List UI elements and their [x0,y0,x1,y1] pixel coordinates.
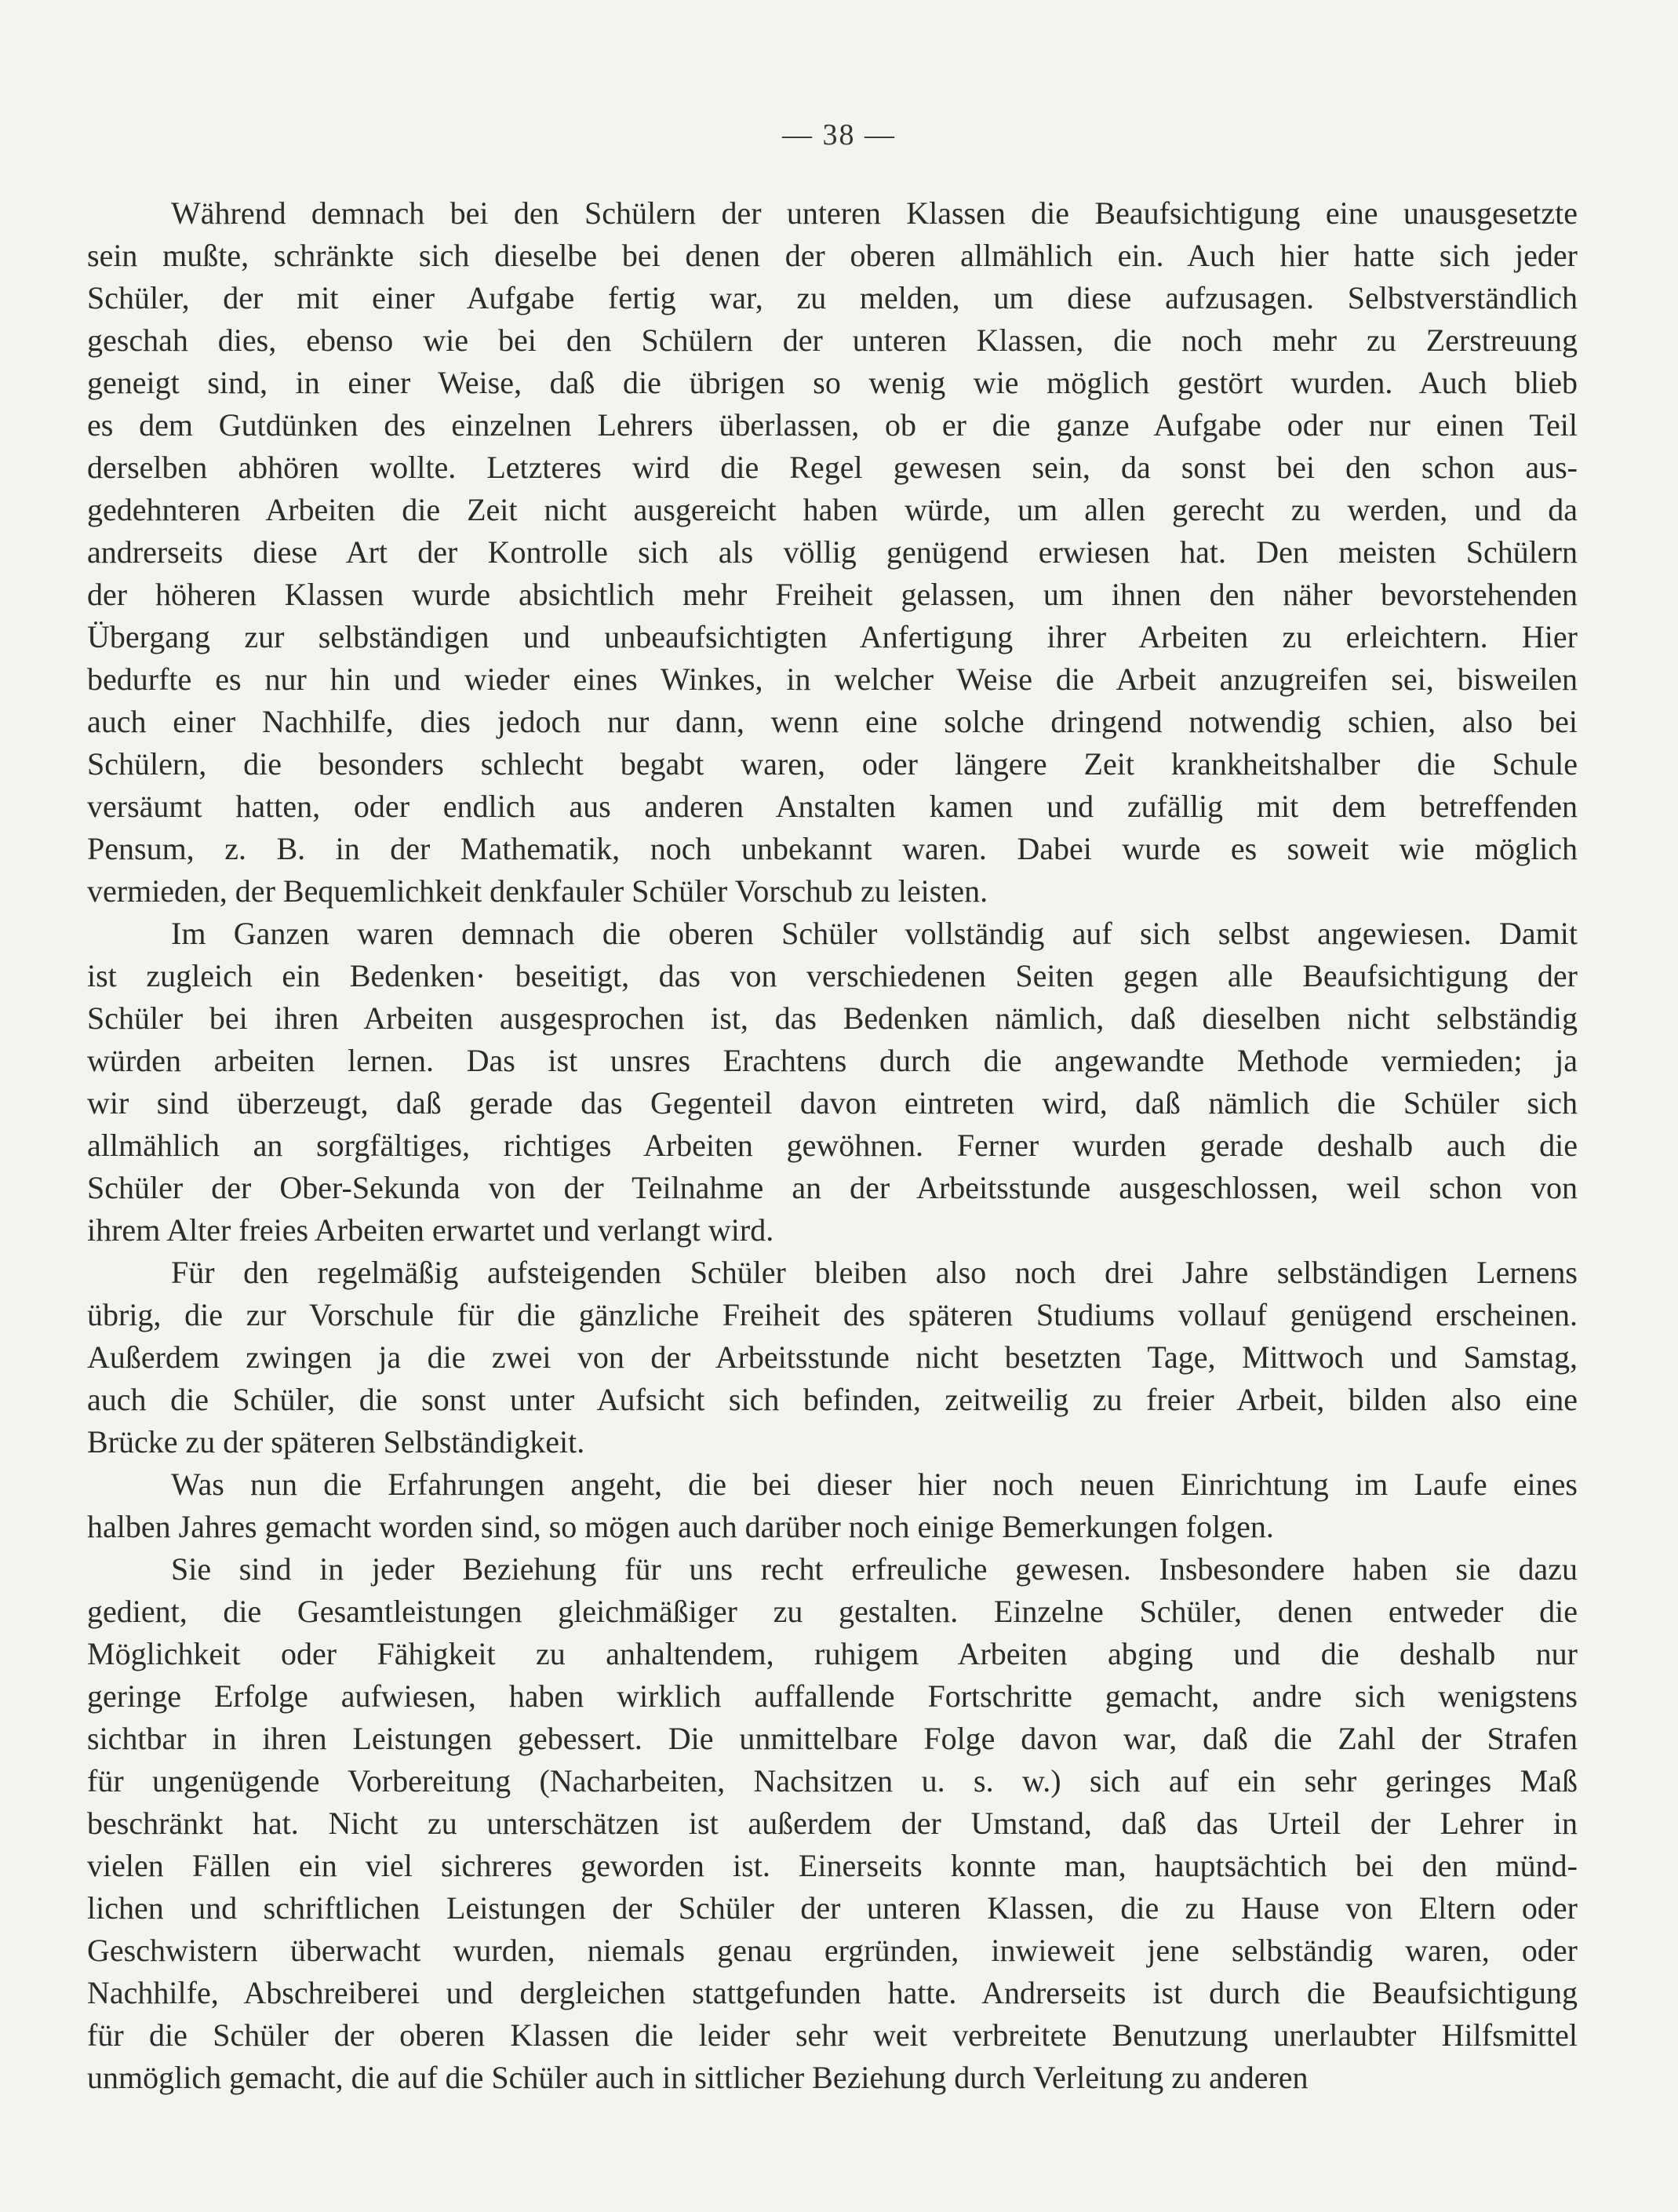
text-line: gedehnteren Arbeiten die Zeit nicht ausgereicht haben würde, um allen gerecht zu werden, und da [87,492,1578,527]
text-line: Während demnach bei den Schülern der unteren Klassen die Beaufsichtigung eine unausgesetzte [171,195,1578,231]
text-line: Nachhilfe, Abschreiberei und dergleichen stattgefunden hatte. Andrerseits ist durch die Beaufsichtigung [87,1975,1578,2010]
text-line: Im Ganzen waren demnach die oberen Schüler vollständig auf sich selbst angewiesen. Damit [171,916,1578,951]
text-line: geneigt sind, in einer Weise, daß die übrigen so wenig wie möglich gestört wurden. Auch blieb [87,365,1578,400]
text-line: vielen Fällen ein viel sichreres geworden ist. Einerseits konnte man, hauptsächtich bei den münd- [87,1848,1578,1883]
paragraph [87,1548,1578,2099]
text-line: Übergang zur selbständigen und unbeaufsichtigten Anfertigung ihrer Arbeiten zu erleichtern. Hier [87,619,1578,654]
text-line: Brücke zu der späteren Selbständigkeit. [87,1424,585,1459]
text-line: Außerdem zwingen ja die zwei von der Arbeitsstunde nicht besetzten Tage, Mittwoch und Samstag, [87,1339,1578,1375]
page-number: — 38 — [782,118,896,151]
text-line: Schüler bei ihren Arbeiten ausgesprochen ist, das Bedenken nämlich, daß dieselben nicht selbständig [87,1000,1578,1036]
text-line: lichen und schriftlichen Leistungen der Schüler der unteren Klassen, die zu Hause von Eltern oder [87,1890,1578,1926]
text-line: andrerseits diese Art der Kontrolle sich als völlig genügend erwiesen hat. Den meisten Schülern [87,534,1578,570]
text-line: würden arbeiten lernen. Das ist unsres Erachtens durch die angewandte Methode vermieden; ja [87,1043,1578,1078]
text-line: es dem Gutdünken des einzelnen Lehrers überlassen, ob er die ganze Aufgabe oder nur einen Teil [87,407,1578,443]
text-line: beschränkt hat. Nicht zu unterschätzen ist außerdem der Umstand, daß das Urteil der Lehrer in [87,1806,1578,1841]
text-line: sein mußte, schränkte sich dieselbe bei denen der oberen allmählich ein. Auch hier hatte sich jeder [87,238,1578,273]
text-line: allmählich an sorgfältiges, richtiges Arbeiten gewöhnen. Ferner wurden gerade deshalb auch die [87,1128,1578,1163]
text-line: geschah dies, ebenso wie bei den Schülern der unteren Klassen, die noch mehr zu Zerstreuung [87,323,1578,358]
text-line: gedient, die Gesamtleistungen gleichmäßiger zu gestalten. Einzelne Schüler, denen entweder die [87,1594,1578,1629]
text-line: der höheren Klassen wurde absichtlich mehr Freiheit gelassen, um ihnen den näher bevorstehenden [87,577,1578,612]
text-line: Schülern, die besonders schlecht begabt waren, oder längere Zeit krankheitshalber die Schule [87,746,1578,782]
text-line: übrig, die zur Vorschule für die gänzliche Freiheit des späteren Studiums vollauf genügend erscheinen. [87,1297,1578,1332]
body-text [87,192,1578,2099]
text-line: bedurfte es nur hin und wieder eines Winkes, in welcher Weise die Arbeit anzugreifen sei, bisweilen [87,661,1578,697]
text-line: unmöglich gemacht, die auf die Schüler auch in sittlicher Beziehung durch Verleitung zu anderen [87,2060,1309,2095]
text-line: ist zugleich ein Bedenken· beseitigt, das von verschiedenen Seiten gegen alle Beaufsichtigung der [87,958,1578,993]
text-line: Geschwistern überwacht wurden, niemals genau ergründen, inwieweit jene selbständig waren, oder [87,1933,1578,1968]
text-line: Pensum, z. B. in der Mathematik, noch unbekannt waren. Dabei wurde es soweit wie möglich [87,831,1578,866]
text-line: Was nun die Erfahrungen angeht, die bei dieser hier noch neuen Einrichtung im Laufe eines [171,1467,1578,1502]
text-line: Für den regelmäßig aufsteigenden Schüler bleiben also noch drei Jahre selbständigen Lernens [171,1255,1578,1290]
text-line: sichtbar in ihren Leistungen gebessert. Die unmittelbare Folge davon war, daß die Zahl der Strafen [87,1721,1578,1756]
text-line: wir sind überzeugt, daß gerade das Gegenteil davon eintreten wird, daß nämlich die Schüler sich [87,1085,1578,1121]
paragraph [87,192,1578,913]
text-line: ihrem Alter freies Arbeiten erwartet und verlangt wird. [87,1212,774,1248]
text-line: halben Jahres gemacht worden sind, so mögen auch darüber noch einige Bemerkungen folgen. [87,1509,1274,1544]
paragraph [87,1252,1578,1463]
text-line: Sie sind in jeder Beziehung für uns recht erfreuliche gewesen. Insbesondere haben sie dazu [171,1551,1578,1587]
text-line: Schüler, der mit einer Aufgabe fertig war, zu melden, um diese aufzusagen. Selbstverständlich [87,280,1578,315]
paragraph [87,913,1578,1252]
text-line: derselben abhören wollte. Letzteres wird die Regel gewesen sein, da sonst bei den schon aus- [87,450,1578,485]
text-line: auch einer Nachhilfe, dies jedoch nur dann, wenn eine solche dringend notwendig schien, also bei [87,704,1578,739]
paragraph [87,1463,1578,1548]
text-line: geringe Erfolge aufwiesen, haben wirklich auffallende Fortschritte gemacht, andre sich wenigstens [87,1678,1578,1714]
text-line: für die Schüler der oberen Klassen die leider sehr weit verbreitete Benutzung unerlaubter Hilfsmittel [87,2017,1578,2053]
text-line: vermieden, der Bequemlichkeit denkfauler Schüler Vorschub zu leisten. [87,873,988,909]
text-line: versäumt hatten, oder endlich aus anderen Anstalten kamen und zufällig mit dem betreffenden [87,789,1578,824]
text-line: für ungenügende Vorbereitung (Nacharbeiten, Nachsitzen u. s. w.) sich auf ein sehr geringes Maß [87,1763,1578,1798]
text-line: auch die Schüler, die sonst unter Aufsicht sich befinden, zeitweilig zu freier Arbeit, bilden also eine [87,1382,1578,1417]
text-line: Möglichkeit oder Fähigkeit zu anhaltendem, ruhigem Arbeiten abging und die deshalb nur [87,1636,1578,1671]
text-line: Schüler der Ober-Sekunda von der Teilnahme an der Arbeitsstunde ausgeschlossen, weil schon von [87,1170,1578,1205]
